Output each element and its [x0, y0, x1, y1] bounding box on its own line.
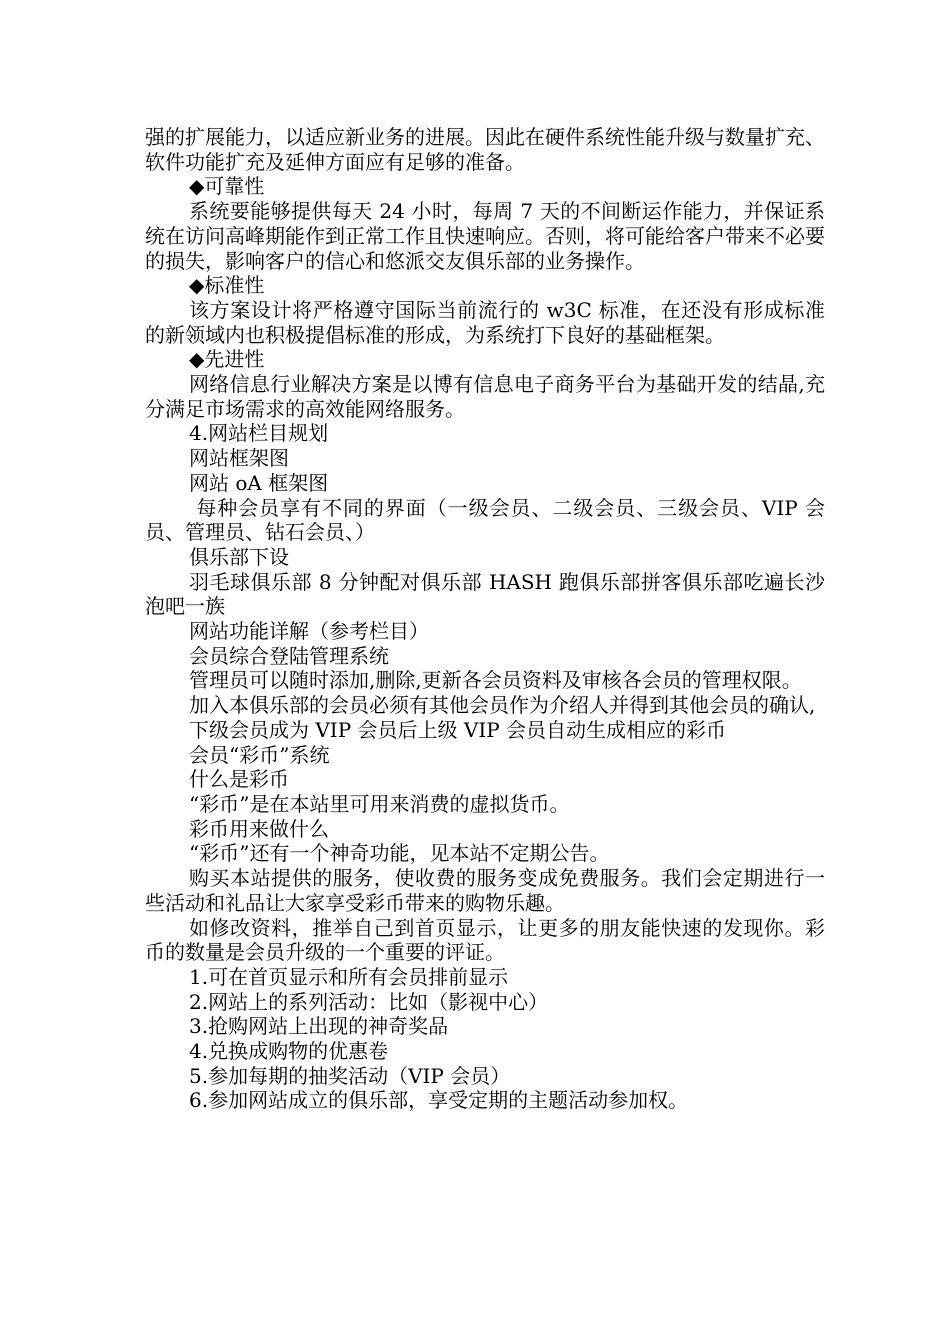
list-item-4: 4.兑换成购物的优惠卷: [189, 1039, 389, 1064]
section-heading-site-columns: 4.网站栏目规划: [189, 421, 329, 446]
list-item-6: 6.参加网站成立的俱乐部，享受定期的主题活动参加权。: [189, 1088, 689, 1113]
heading-reliability: ◆可靠性: [189, 174, 265, 199]
paragraph-standards: 该方案设计将严格遵守国际当前流行的 w3C 标准，在还没有形成标准的新领域内也积极提倡标准的形成，为系统打下良好的基础框架。: [145, 297, 825, 347]
list-item-5: 5.参加每期的抽奖活动（VIP 会员）: [189, 1063, 511, 1088]
paragraph-coin-magic: “彩币”还有一个神奇功能，见本站不定期公告。: [189, 841, 610, 866]
paragraph-admin-rights: 管理员可以随时添加,删除,更新各会员资料及审核各会员的管理权限。: [189, 668, 802, 693]
paragraph-join-rules: 加入本俱乐部的会员必须有其他会员作为介绍人并得到其他会员的确认,: [189, 693, 816, 718]
label-site-framework: 网站框架图: [189, 446, 289, 471]
document-body: [145, 125, 825, 1113]
paragraph-coin-services: 购买本站提供的服务，使收费的服务变成免费服务。我们会定期进行一些活动和礼品让大家享受彩币带来的购物乐趣。: [145, 866, 825, 915]
label-oa-framework: 网站 oA 框架图: [189, 470, 329, 495]
heading-advanced: ◆先进性: [189, 347, 265, 372]
paragraph-vip-coins: 下级会员成为 VIP 会员后上级 VIP 会员自动生成相应的彩币: [189, 717, 727, 742]
label-clubs: 俱乐部下设: [189, 544, 289, 569]
paragraph-member-levels: 每种会员享有不同的界面（一级会员、二级会员、三级会员、VIP 会员、管理员、钻石会员、）: [145, 495, 825, 545]
paragraph-intro-continued: 强的扩展能力，以适应新业务的进展。因此在硬件系统性能升级与数量扩充、软件功能扩充及延伸方面应有足够的准备。: [145, 125, 825, 174]
list-item-1: 1.可在首页显示和所有会员排前显示: [189, 964, 509, 989]
list-item-2: 2.网站上的系列活动：比如（影视中心）: [189, 989, 549, 1014]
list-item-3: 3.抢购网站上出现的神奇奖品: [189, 1014, 449, 1039]
paragraph-reliability: 系统要能够提供每天 24 小时，每周 7 天的不间断运作能力，并保证系统在访问高峰期能作到正常工作且快速响应。否则，将可能给客户带来不必要的损失，影响客户的信心和悠派交友俱乐部的业务操作。: [145, 199, 825, 273]
label-member-login-system: 会员综合登陆管理系统: [189, 643, 389, 668]
heading-standards: ◆标准性: [189, 273, 265, 298]
paragraph-advanced: 网络信息行业解决方案是以博有信息电子商务平台为基础开发的结晶,充分满足市场需求的高效能网络服务。: [145, 372, 825, 421]
label-coin-usage: 彩币用来做什么: [189, 816, 329, 841]
paragraph-club-list: 羽毛球俱乐部 8 分钟配对俱乐部 HASH 跑俱乐部拼客俱乐部吃遍长沙泡吧一族: [145, 569, 825, 619]
paragraph-coin-profile: 如修改资料，推举自己到首页显示，让更多的朋友能快速的发现你。彩币的数量是会员升级的一个重要的评证。: [145, 915, 825, 965]
label-function-details: 网站功能详解（参考栏目）: [189, 619, 429, 644]
label-what-is-coin: 什么是彩币: [189, 767, 289, 792]
label-coin-system: 会员“彩币”系统: [189, 742, 330, 767]
paragraph-coin-definition: “彩币”是在本站里可用来消费的虚拟货币。: [189, 791, 570, 816]
